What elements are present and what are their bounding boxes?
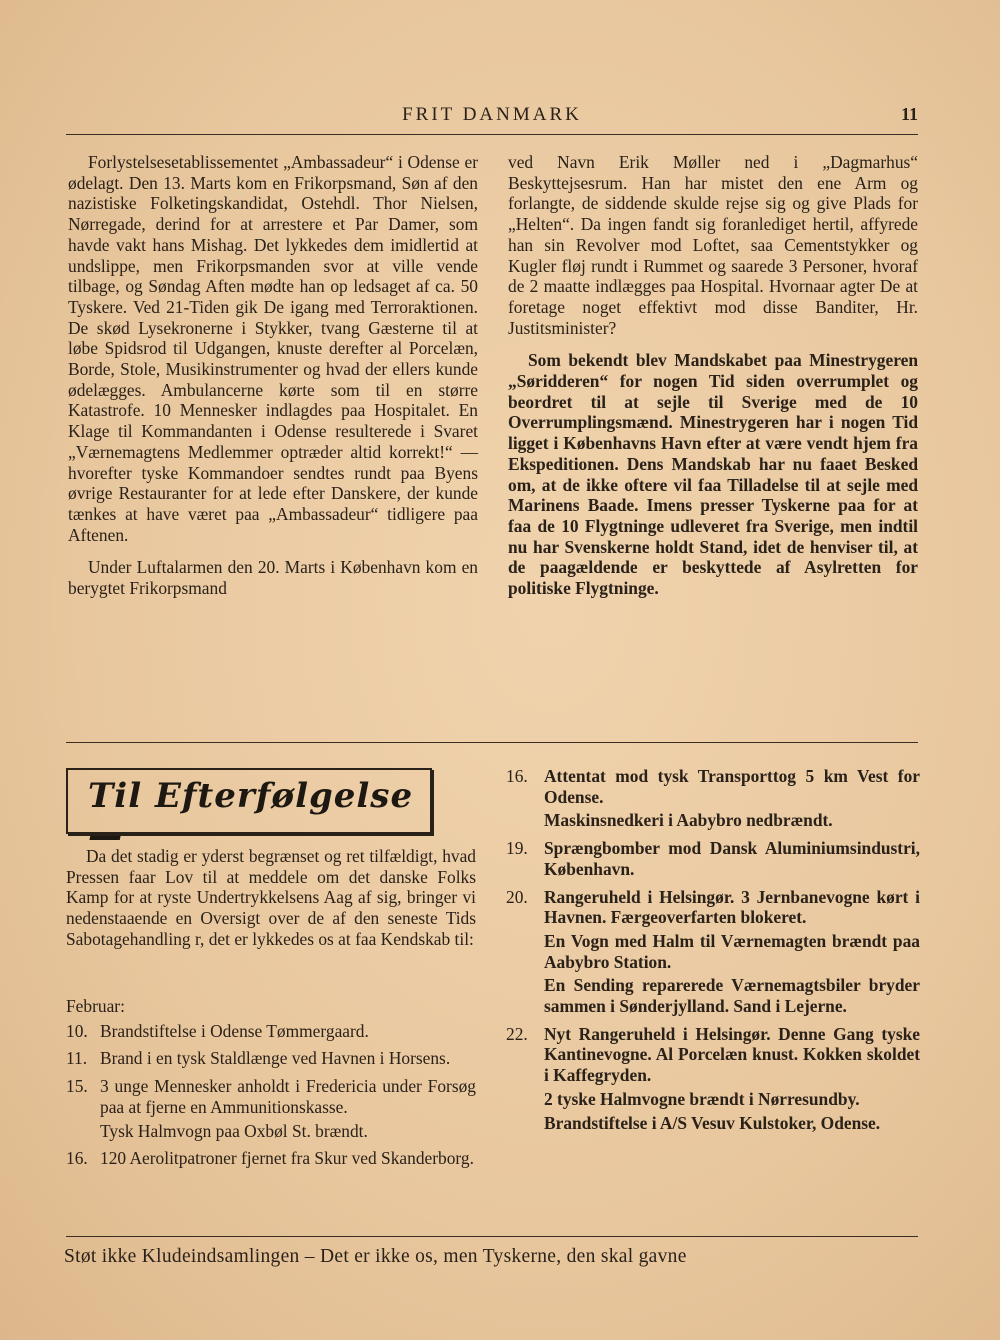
entry-items [100, 1021, 476, 1045]
entry-text: 120 Aerolitpatroner fjernet fra Skur ved Skanderborg. [100, 1148, 474, 1169]
entry-items [100, 1048, 476, 1072]
article-paragraph: Under Luftalarmen den 20. Marts i København kom en berygtet Frikorpsmand [68, 557, 478, 599]
entry-text: Nyt Rangeruheld i Helsingør. Denne Gang tyske Kantinevogne. Al Porcelæn knust. Kokken skoldet i Kaffegryden. [544, 1023, 920, 1086]
page-number: 11 [900, 104, 918, 124]
sabotage-entry [66, 1048, 476, 1072]
section-title: Til Efterfølgelse — [88, 776, 414, 856]
page-header [66, 104, 918, 134]
sabotage-list-left [66, 996, 476, 1176]
entry-text: Sprængbomber mod Dansk Aluminiumsindustri, København. [544, 838, 920, 879]
article-paragraph: Forlystelsesetablissementet „Ambassadeur“ i Odense er ødelagt. Den 13. Marts kom en Frikorpsmand, Søn af den nazistiske Folketingskandidat, Ostehdl. Thor Nielsen, Nørregade, derind for at arrestere et Par Damer, som havde vakt hans Mishag. Det lykkedes dem imidlertid at undslippe, men Frikorpsmanden svor at ville vende tilbage, og Søndag Aften mødte han op ledsaget af ca. 50 Tyskere. Ved 21-Tiden gik De igang med Terroraktionen. De skød Lysekronerne i Stykker, tvang Gæsterne til at løbe Spidsrod til Udgangen, knuste derefter al Porcelæn, Borde, Stole, Musikinstrumenter og hvad der ellers kunde ødelægges. Ambulancerne kørte som til en større Katastrofe. 10 Mennesker indlagdes paa Hospitalet. En Klage til Kommandanten i Odense resulterede i Svaret „Værnemagtens Medlemmer optræder altid korrekt!“ — hvorefter tyske Kommandoer sendtes rundt paa Byens øvrige Restauranter for at lede efter Danskere, der kunde tænkes at have været paa „Ambassadeur“ tidligere paa Aftenen. [68, 152, 478, 545]
entry-date: 20. [506, 886, 528, 907]
entry-date: 11. [66, 1048, 88, 1069]
entry-text: En Vogn med Halm til Værnemagten brændt paa Aabybro Station. [544, 930, 920, 972]
article-paragraph: ved Navn Erik Møller ned i „Dagmarhus“ Beskyttejsesrum. Han har mistet den ene Arm og forlangte, de siddende skulde rejse sig og give Plads for „Helten“. Da ingen fandt sig foranlediget hertil, affyrede han sin Revolver mod Loftet, saa Cementstykker og Kugler fløj rundt i Rummet og saarede 3 Personer, hvoraf de 2 maatte indlægges paa Hospital. Hvornaar agter De at foretage noget effektivt mod disse Banditer, Hr. Justitsminister? [508, 152, 918, 338]
sabotage-entry [506, 838, 920, 882]
article-continued [508, 152, 918, 611]
footer-slogan: Støt ikke Kludeindsamlingen – Det er ikke os, men Tyskerne, den skal gavne [64, 1246, 687, 1267]
entry-text: 2 tyske Halmvogne brændt i Nørresundby. [544, 1088, 860, 1109]
article-ambassadeur [68, 152, 478, 611]
header-rule [66, 134, 918, 135]
sabotage-list-right [506, 766, 920, 1140]
section-title-box [66, 768, 432, 856]
entry-items [544, 887, 920, 1020]
publication-title: FRIT DANMARK [402, 104, 582, 125]
sabotage-entry [506, 766, 920, 834]
intro-paragraph: Da det stadig er yderst begrænset og ret tilfældigt, hvad Pressen faar Lov til at meddele om det danske Folks Kamp for at ryste Undertrykkelsens Aag af sig, bringer vi nedenstaaende en Oversigt over de af den seneste Tids Sabotagehandling r, det er lykkedes os at faa Kendskab til: [66, 846, 476, 949]
entry-text: Brandstiftelse i Odense Tømmergaard. [100, 1020, 369, 1041]
entry-date: 10. [66, 1020, 88, 1041]
entry-date: 19. [506, 838, 528, 859]
entry-date: 22. [506, 1023, 528, 1044]
footer-rule [66, 1236, 918, 1237]
entry-date: 16. [506, 766, 528, 786]
sabotage-intro [66, 846, 476, 962]
sabotage-entry [506, 887, 920, 1020]
article-paragraph: Som bekendt blev Mandskabet paa Minestrygeren „Søridderen“ for nogen Tid siden overrumplet og beordret til at sejle til Sverige med de 10 Overrumplingsmænd. Minestrygeren har i nogen Tid ligget i Københavns Havn efter at være vendt hjem fra Ekspeditionen. Dens Mandskab har nu faaet Besked om, at de ikke oftere vil faa Tilladelse til at sejle med Marinens Baade. Imens presser Tyskerne paa for at faa de 10 Flygtninge udleveret fra Sverige, men indtil nu har Svenskerne holdt Stand, idet de henviser til, at de paagældende er beskyttede af Asylretten for politiske Flygtninge. [508, 350, 918, 599]
section-rule [66, 742, 918, 743]
entry-text: Attentat mod tysk Transporttog 5 km Vest for Odense. [544, 766, 920, 807]
entry-text: Tysk Halmvogn paa Oxbøl St. brændt. [100, 1120, 368, 1141]
entry-date: 15. [66, 1076, 88, 1097]
sabotage-entry [66, 1021, 476, 1045]
entry-items [544, 1024, 920, 1137]
entry-text: Rangeruheld i Helsingør. 3 Jernbanevogne kørt i Havnen. Færgeoverfarten blokeret. [544, 886, 920, 928]
entry-text: Brandstiftelse i A/S Vesuv Kulstoker, Odense. [544, 1112, 881, 1133]
entry-date: 16. [66, 1148, 88, 1169]
entry-items [544, 838, 920, 882]
entry-items [100, 1076, 476, 1144]
sabotage-entry [66, 1076, 476, 1144]
entry-text: En Sending reparerede Værnemagtsbiler bryder sammen i Sønderjylland. Sand i Lejerne. [544, 975, 920, 1017]
entry-items [100, 1148, 476, 1172]
sabotage-entry [66, 1148, 476, 1172]
month-label: Februar: [66, 996, 125, 1016]
entry-text: Maskinsnedkeri i Aabybro nedbrændt. [544, 810, 833, 831]
sabotage-entry [506, 1024, 920, 1137]
entry-text: Brand i en tysk Staldlænge ved Havnen i Horsens. [100, 1048, 451, 1069]
entry-items [544, 766, 920, 834]
entry-text: 3 unge Mennesker anholdt i Fredericia under Forsøg paa at fjerne en Ammunitionskasse. [100, 1076, 476, 1117]
